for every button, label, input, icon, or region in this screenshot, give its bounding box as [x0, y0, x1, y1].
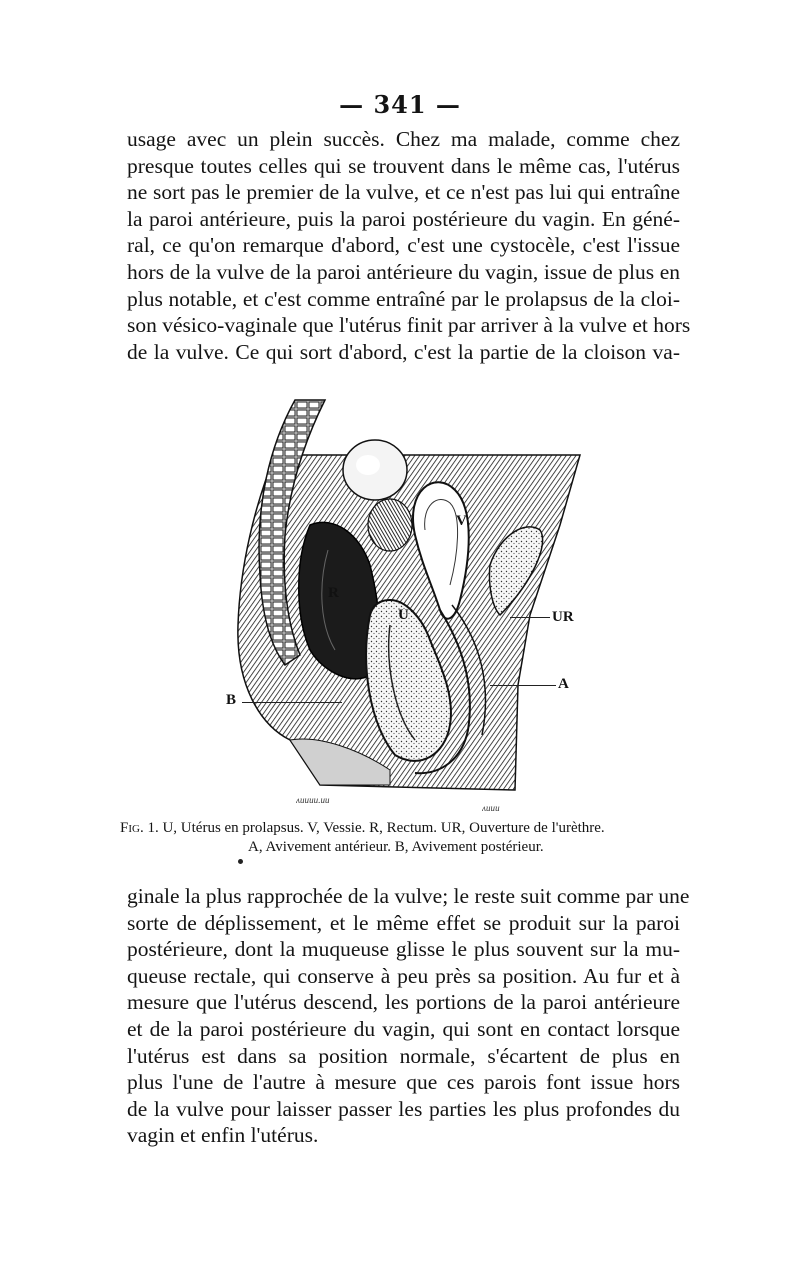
text-line: de la vulve pour laisser passer les parties les plus profondes du: [127, 1096, 680, 1121]
text-line: ral, ce qu'on remarque d'abord, c'est une cystocèle, c'est l'issue: [127, 233, 680, 258]
label-u: U: [398, 607, 409, 623]
text-line: mesure que l'utérus descend, les portions de la paroi antérieure: [127, 990, 680, 1015]
text-line: presque toutes celles qui se trouvent dans le même cas, l'utérus: [127, 153, 680, 178]
page-number: — 341 —: [339, 90, 461, 119]
leader-line-b: [242, 702, 342, 703]
text-line: son vésico-vaginale que l'utérus finit par arriver à la vulve et hors: [127, 313, 691, 338]
label-a: A: [558, 676, 569, 692]
text-line: et de la paroi postérieure du vagin, qui sont en contact lorsque: [127, 1016, 680, 1041]
text-line: ne sort pas le premier de la vulve, et ce n'est pas lui qui entraîne: [127, 180, 680, 205]
label-r: R: [328, 585, 339, 601]
text-line: plus notable, et c'est comme entraîné par le prolapsus de la cloi-: [127, 286, 680, 311]
paragraph-top: [127, 126, 691, 365]
caption-text-1: U, Utérus en prolapsus. V, Vessie. R, Rectum. UR, Ouverture de l'urèthre.: [162, 820, 605, 836]
leader-line-a: [490, 685, 556, 686]
caption-fig-number: Fig. 1.: [120, 820, 159, 836]
caption-line-2: A, Avivement antérieur. B, Avivement postérieur.: [248, 839, 544, 855]
leader-line-ur: [510, 617, 550, 618]
text-line: vagin et enfin l'utérus.: [127, 1123, 319, 1148]
text-line: usage avec un plein succès. Chez ma malade, comme chez: [127, 127, 680, 151]
text-line: ginale la plus rapprochée de la vulve; le reste suit comme par une: [127, 884, 690, 908]
printer-mark: [238, 859, 243, 864]
engraver-signature-left: ʌᴎᴎᴎᴎ.ᴎᴎ: [296, 795, 330, 805]
text-line: plus l'une de l'autre à mesure que ces parois font issue hors: [127, 1070, 680, 1095]
anatomical-figure: [200, 385, 600, 815]
text-line: de la vulve. Ce qui sort d'abord, c'est la partie de la cloison va-: [127, 339, 680, 364]
paragraph-bottom: [127, 883, 690, 1149]
caption-line-1: [120, 819, 700, 838]
text-line: queuse rectale, qui conserve à peu près sa position. Au fur et à: [127, 963, 680, 988]
text-line: l'utérus est dans sa position normale, s'écartent de plus en: [127, 1043, 680, 1068]
text-line: la paroi antérieure, puis la paroi postérieure du vagin. En géné-: [127, 206, 680, 231]
label-ur: UR: [552, 609, 574, 625]
text-line: sorte de déplissement, et le même effet se produit sur la paroi: [127, 910, 680, 935]
anatomical-illustration: [200, 385, 600, 815]
figure-caption: [120, 819, 700, 857]
text-line: postérieure, dont la muqueuse glisse le plus souvent sur la mu-: [127, 937, 680, 962]
label-v: V: [456, 513, 467, 529]
engraver-signature-right: ʌᴎᴎᴎ: [482, 803, 500, 813]
text-line: hors de la vulve de la paroi antérieure du vagin, issue de plus en: [127, 259, 680, 284]
label-b: B: [226, 692, 237, 708]
